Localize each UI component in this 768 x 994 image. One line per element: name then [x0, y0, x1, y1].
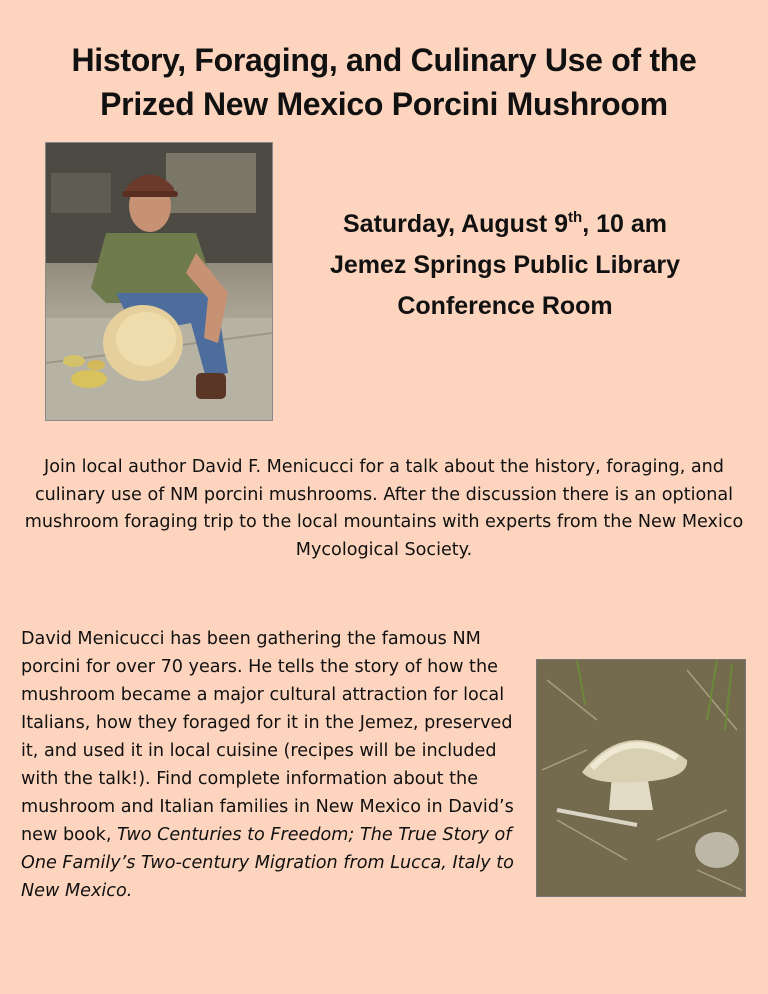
- bio-paragraph: [21, 625, 526, 905]
- event-location-line-1: Jemez Springs Public Library: [329, 251, 681, 279]
- porcini-in-forest-photo: [536, 659, 746, 897]
- event-details: [300, 204, 710, 327]
- intro-paragraph: Join local author David F. Menicucci for a talk about the history, foraging, and culinary use of NM porcini mushrooms. After the discussion there is an optional mushroom foraging trip to the local mountains with experts from the New Mexico Mycological Society.: [24, 457, 744, 560]
- event-location-line-2: Conference Room: [397, 292, 613, 320]
- event-date-suffix: th: [568, 209, 583, 226]
- mushroom-photo-illustration: [537, 660, 745, 896]
- flyer-title: [20, 38, 748, 126]
- bio-text: David Menicucci has been gathering the famous NM porcini for over 70 years. He tells the story of how the mushroom became a major cultural attraction for local Italians, how they foraged for it in the Jemez, preserved it, and used it in local cuisine (recipes will be included with the talk!). Find complete information about the mushroom and Italian families in New Mexico in David’s new book,: [21, 629, 514, 845]
- book-title: Two Centuries to Freedom; The True Story of One Family’s Two-century Migration from Lucca, Italy to New Mexico.: [21, 825, 514, 901]
- title-line-1: History, Foraging, and Culinary Use of the: [71, 42, 697, 78]
- title-line-2: Prized New Mexico Porcini Mushroom: [100, 86, 668, 122]
- event-date-text: Saturday, August 9: [343, 210, 569, 238]
- man-photo-illustration: [46, 143, 272, 420]
- event-date: [300, 204, 710, 245]
- event-time: , 10 am: [582, 210, 667, 238]
- man-holding-porcini-photo: [45, 142, 273, 421]
